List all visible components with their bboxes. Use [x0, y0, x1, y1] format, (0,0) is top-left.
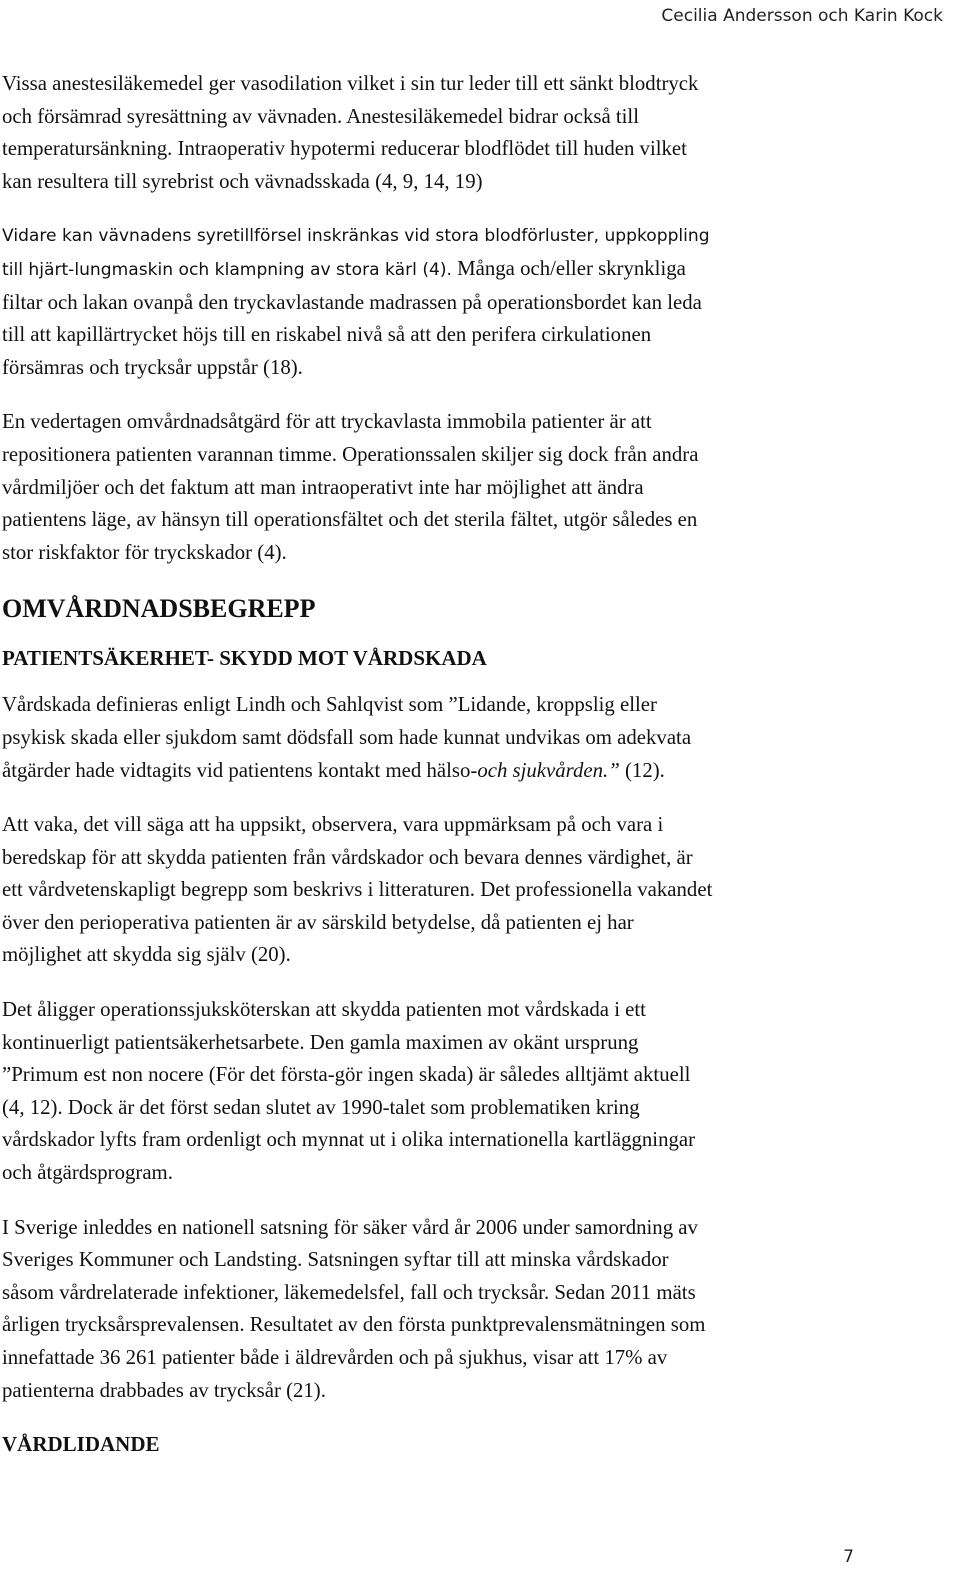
- text-line: Det åligger operationssjuksköterskan att skydda patienten mot vårdskada i ett: [2, 998, 646, 1022]
- text-line: vårdmiljöer och det faktum att man intraoperativt inte har möjlighet att ändra: [2, 475, 644, 499]
- text-segment: (12).: [619, 758, 665, 782]
- text-line: psykisk skada eller sjukdom samt dödsfall som hade kunnat undvikas om adekvata: [2, 725, 692, 749]
- text-line: [2, 253, 952, 287]
- text-line: repositionera patienten varannan timme. Operationssalen skiljer sig dock från andra: [2, 442, 699, 466]
- paragraph-anesthesia: [2, 68, 952, 198]
- subsection-heading: PATIENTSÄKERHET- SKYDD MOT VÅRDSKADA: [2, 646, 487, 671]
- text-line: innefattade 36 261 patienter både i äldrevården och på sjukhus, visar att 17% av: [2, 1346, 668, 1369]
- paragraph-oxygen-supply: [2, 220, 952, 384]
- running-header: Cecilia Andersson och Karin Kock: [661, 6, 943, 26]
- text-line: Vårdskada definieras enligt Lindh och Sahlqvist som ”Lidande, kroppslig eller: [2, 693, 657, 717]
- page-number: 7: [843, 1547, 854, 1567]
- text-line: stor riskfaktor för tryckskador (4).: [2, 540, 287, 564]
- text-line: ett vårdvetenskapligt begrepp som beskrivs i litteraturen. Det professionella vakandet: [2, 878, 713, 902]
- text-segment: åtgärder hade vidtagits vid patientens kontakt med hälso-: [2, 758, 478, 782]
- paragraph-national-initiative: [2, 1212, 952, 1408]
- text-line: såsom vårdrelaterade infektioner, läkemedelsfel, fall och trycksår. Sedan 2011 mäts: [2, 1280, 696, 1304]
- text-line: över den perioperativa patienten är av särskild betydelse, då patienten ej har: [2, 910, 634, 934]
- text-line: möjlighet att skydda sig själv (20).: [2, 943, 291, 967]
- paragraph-repositioning: [2, 406, 952, 569]
- italic-segment: och sjukvården.”: [477, 758, 620, 782]
- text-line: Att vaka, det vill säga att ha uppsikt, observera, vara uppmärksam på och vara i: [2, 813, 664, 837]
- paragraph-watchfulness: [2, 809, 952, 972]
- text-segment: till hjärt-lungmaskin och klampning av stora kärl (4).: [2, 259, 452, 280]
- text-line: filtar och lakan ovanpå den tryckavlastande madrassen på operationsbordet kan leda: [2, 290, 702, 314]
- text-line: kontinuerligt patientsäkerhetsarbete. Den gamla maximen av okänt ursprung: [2, 1030, 639, 1054]
- text-line: vårdskador lyfts fram ordenligt och mynnat ut i olika internationella kartläggningar: [2, 1128, 696, 1152]
- text-line: försämras och trycksår uppstår (18).: [2, 355, 303, 379]
- text-line: Vidare kan vävnadens syretillförsel inskränkas vid stora blodförluster, uppkoppling: [2, 226, 710, 247]
- page-body: [2, 68, 952, 1459]
- text-line: beredskap för att skydda patienten från vårdskador och bevara dennes värdighet, är: [2, 845, 693, 869]
- text-line: Vissa anestesiläkemedel ger vasodilation vilket i sin tur leder till ett sänkt blodtryck: [2, 72, 699, 95]
- text-line: Sveriges Kommuner och Landsting. Satsningen syftar till att minska vårdskador: [2, 1248, 669, 1272]
- text-line: ”Primum est non nocere (För det första-gör ingen skada) är således alltjämt aktuell: [2, 1063, 691, 1087]
- text-segment: Många och/eller skrynkliga: [451, 256, 686, 280]
- text-line: [2, 755, 952, 788]
- text-line: I Sverige inleddes en nationell satsning för säker vård år 2006 under samordning av: [2, 1215, 698, 1239]
- section-heading-next: VÅRDLIDANDE: [2, 1432, 160, 1457]
- text-line: årligen trycksårsprevalensen. Resultatet av den första punktprevalensmätningen som: [2, 1313, 706, 1337]
- text-line: En vedertagen omvårdnadsåtgärd för att tryckavlasta immobila patienter är att: [2, 410, 652, 434]
- paragraph-nurse-duty: [2, 994, 952, 1190]
- paragraph-definition: [2, 689, 952, 787]
- text-line: och försämrad syresättning av vävnaden. Anestesiläkemedel bidrar också till: [2, 104, 639, 128]
- text-line: patientens läge, av hänsyn till operationsfältet och det sterila fältet, utgör således en: [2, 508, 698, 532]
- text-line: kan resultera till syrebrist och vävnadsskada (4, 9, 14, 19): [2, 169, 483, 193]
- text-line: patienterna drabbades av trycksår (21).: [2, 1378, 326, 1402]
- text-line: (4, 12). Dock är det först sedan slutet av 1990-talet som problematiken kring: [2, 1095, 640, 1119]
- text-line: temperatursänkning. Intraoperativ hypotermi reducerar blodflödet till huden vilket: [2, 137, 687, 161]
- text-line: till att kapillärtrycket höjs till en riskabel nivå så att den perifera cirkulationen: [2, 323, 652, 347]
- section-heading: OMVÅRDNADSBEGREPP: [2, 594, 316, 624]
- text-line: och åtgärdsprogram.: [2, 1161, 173, 1185]
